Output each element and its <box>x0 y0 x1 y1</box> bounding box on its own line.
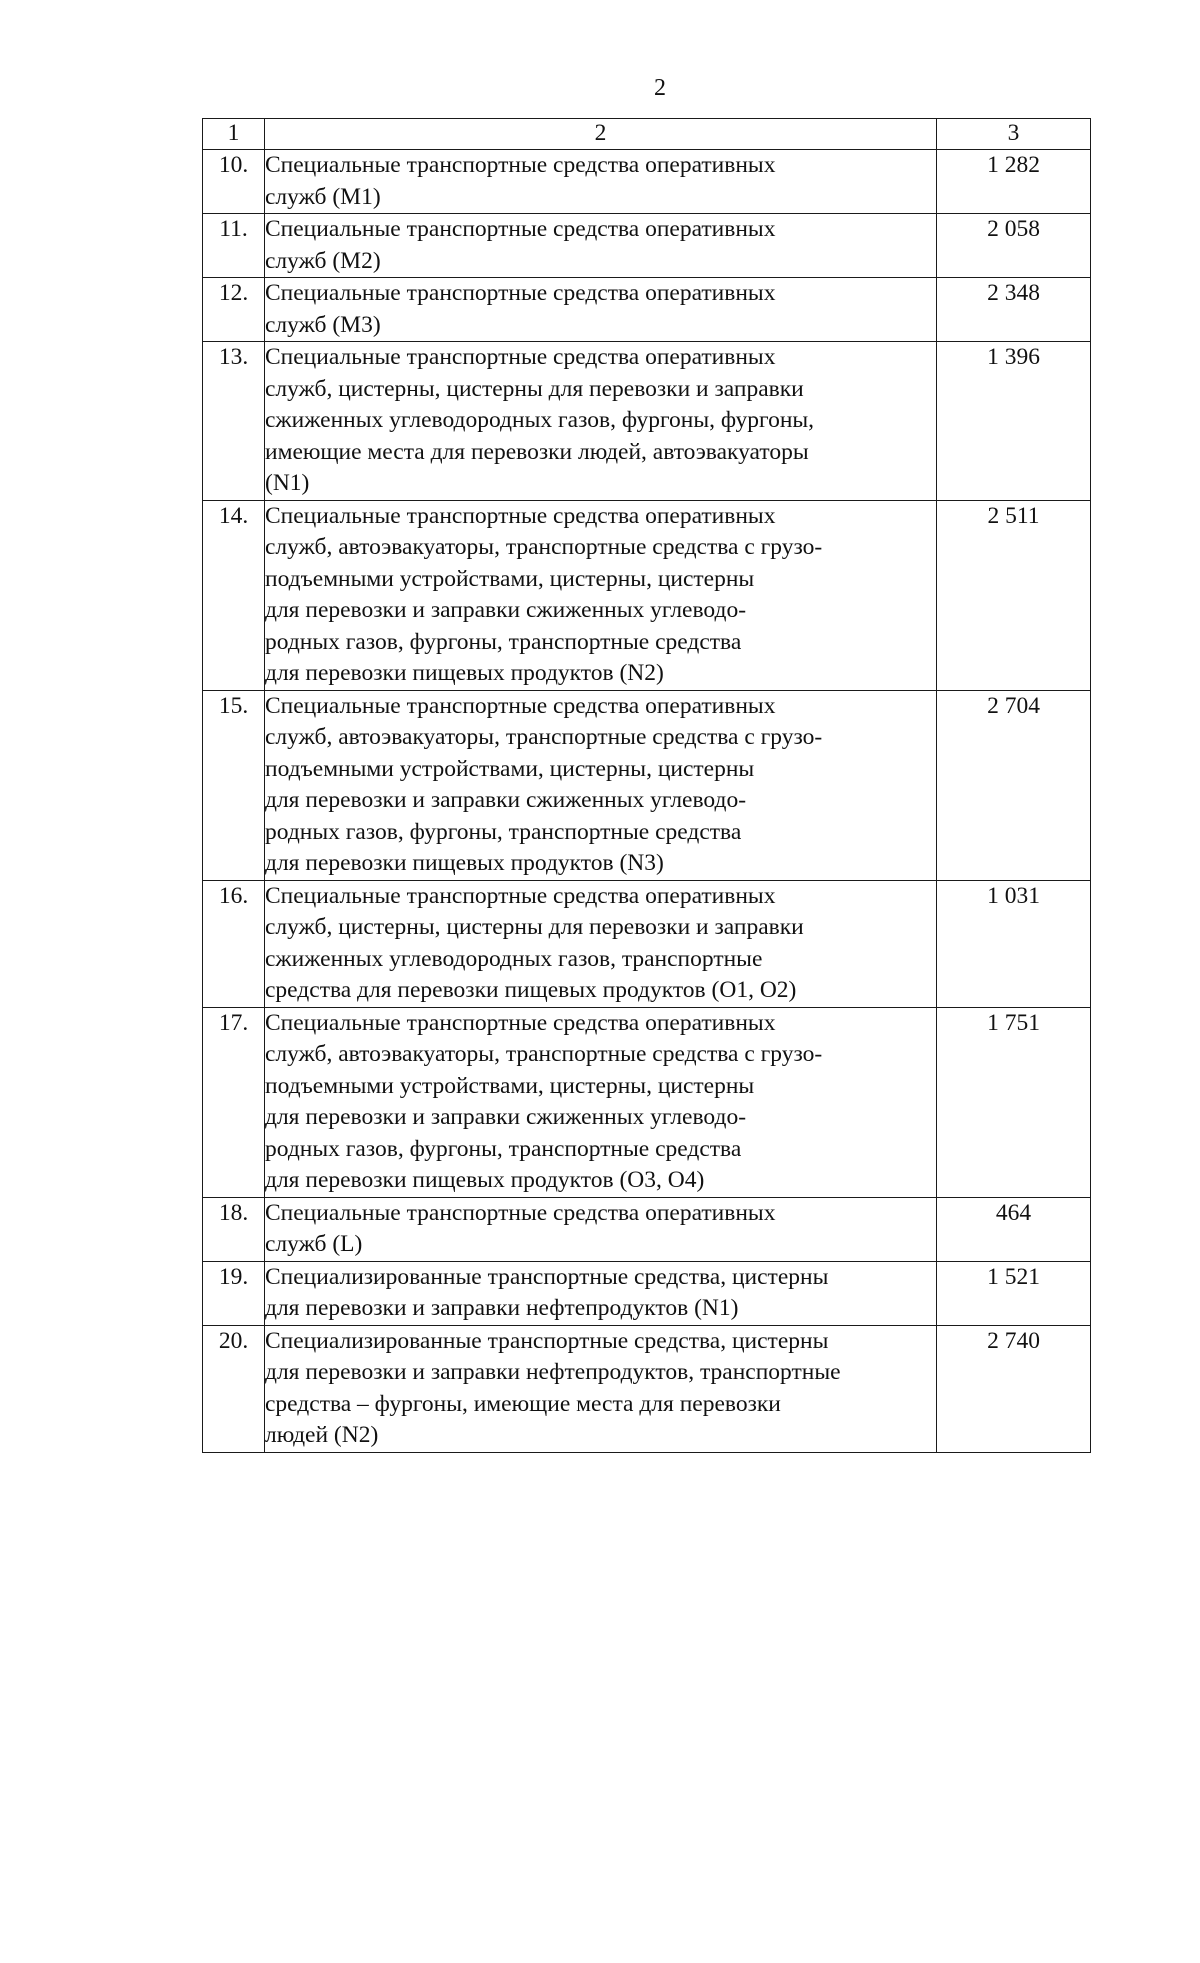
description-line: (N1) <box>265 470 310 496</box>
description-line: Специальные транспортные средства оперативных <box>265 882 776 909</box>
value-cell: 1 751 <box>937 1007 1091 1197</box>
value-cell: 1 282 <box>937 150 1091 214</box>
row-number: 11. <box>203 214 265 278</box>
description-line: для перевозки и заправки сжиженных углеводо- <box>265 597 747 623</box>
vehicle-description <box>265 690 937 880</box>
description-line: для перевозки и заправки сжиженных углеводо- <box>265 1104 747 1130</box>
description-line: подъемными устройствами, цистерны, цистерны <box>265 565 755 592</box>
vehicle-description <box>265 1197 937 1261</box>
description-line: Специальные транспортные средства оперативных <box>265 216 776 242</box>
table-row <box>203 1325 1091 1452</box>
description-line: служб (L) <box>265 1231 363 1257</box>
description-line: родных газов, фургоны, транспортные средства <box>265 1135 742 1162</box>
value-cell: 1 031 <box>937 880 1091 1007</box>
description-line: для перевозки и заправки нефтепродуктов (N1) <box>265 1295 739 1321</box>
description-line: для перевозки пищевых продуктов (O3, O4) <box>265 1167 705 1193</box>
description-line: служб (M2) <box>265 247 381 274</box>
description-line: Специальные транспортные средства оперативных <box>265 344 776 370</box>
table-row <box>203 690 1091 880</box>
table-row <box>203 278 1091 342</box>
description-line: Специальные транспортные средства оперативных <box>265 280 776 306</box>
table-row <box>203 214 1091 278</box>
vehicle-description <box>265 342 937 501</box>
table-row <box>203 1007 1091 1197</box>
description-line: Специальные транспортные средства оперативных <box>265 1009 776 1036</box>
vehicle-fee-table <box>202 118 1091 1453</box>
row-number: 13. <box>203 342 265 501</box>
description-line: служб, автоэвакуаторы, транспортные средства с грузо- <box>265 724 823 750</box>
value-cell: 1 396 <box>937 342 1091 501</box>
row-number: 19. <box>203 1261 265 1325</box>
row-number: 16. <box>203 880 265 1007</box>
table-header-row <box>203 119 1091 150</box>
description-line: подъемными устройствами, цистерны, цистерны <box>265 755 755 782</box>
table-body <box>203 150 1091 1453</box>
description-line: сжиженных углеводородных газов, фургоны, фургоны, <box>265 407 815 433</box>
page-number: 2 <box>654 75 666 101</box>
table-row <box>203 500 1091 690</box>
description-line: Специальные транспортные средства оперативных <box>265 1199 776 1226</box>
description-line: служб, цистерны, цистерны для перевозки и заправки <box>265 914 804 940</box>
description-line: Специализированные транспортные средства, цистерны <box>265 1327 829 1354</box>
value-cell: 2 740 <box>937 1325 1091 1452</box>
table-row <box>203 150 1091 214</box>
row-number: 10. <box>203 150 265 214</box>
header-column-1: 1 <box>203 119 265 150</box>
description-line: Специальные транспортные средства оперативных <box>265 692 776 719</box>
description-line: Специальные транспортные средства оперативных <box>265 152 776 178</box>
value-cell: 2 511 <box>937 500 1091 690</box>
description-line: для перевозки пищевых продуктов (N2) <box>265 660 664 686</box>
table-row <box>203 342 1091 501</box>
description-line: служб, автоэвакуаторы, транспортные средства с грузо- <box>265 1041 823 1067</box>
row-number: 14. <box>203 500 265 690</box>
header-column-2: 2 <box>265 119 937 150</box>
table-row <box>203 880 1091 1007</box>
value-cell: 1 521 <box>937 1261 1091 1325</box>
description-line: родных газов, фургоны, транспортные средства <box>265 818 742 845</box>
vehicle-description <box>265 278 937 342</box>
description-line: средства для перевозки пищевых продуктов (O1, O2) <box>265 977 797 1003</box>
vehicle-description <box>265 500 937 690</box>
vehicle-description <box>265 1007 937 1197</box>
header-column-3: 3 <box>937 119 1091 150</box>
value-cell: 2 704 <box>937 690 1091 880</box>
description-line: средства – фургоны, имеющие места для перевозки <box>265 1390 781 1417</box>
description-line: подъемными устройствами, цистерны, цистерны <box>265 1072 755 1099</box>
description-line: Специальные транспортные средства оперативных <box>265 502 776 529</box>
row-number: 18. <box>203 1197 265 1261</box>
vehicle-description <box>265 1325 937 1452</box>
description-line: людей (N2) <box>265 1422 379 1448</box>
value-cell: 2 058 <box>937 214 1091 278</box>
table-row <box>203 1197 1091 1261</box>
description-line: имеющие места для перевозки людей, автоэвакуаторы <box>265 438 809 465</box>
description-line: для перевозки пищевых продуктов (N3) <box>265 850 664 876</box>
description-line: служб (M1) <box>265 183 381 210</box>
description-line: для перевозки и заправки нефтепродуктов, транспортные <box>265 1359 841 1385</box>
row-number: 20. <box>203 1325 265 1452</box>
table-row <box>203 1261 1091 1325</box>
value-cell: 464 <box>937 1197 1091 1261</box>
description-line: родных газов, фургоны, транспортные средства <box>265 628 742 655</box>
description-line: служб, цистерны, цистерны для перевозки и заправки <box>265 375 804 402</box>
row-number: 15. <box>203 690 265 880</box>
vehicle-description <box>265 150 937 214</box>
vehicle-description <box>265 214 937 278</box>
row-number: 17. <box>203 1007 265 1197</box>
value-cell: 2 348 <box>937 278 1091 342</box>
description-line: служб, автоэвакуаторы, транспортные средства с грузо- <box>265 534 823 560</box>
description-line: для перевозки и заправки сжиженных углеводо- <box>265 787 747 813</box>
vehicle-description <box>265 1261 937 1325</box>
description-line: Специализированные транспортные средства, цистерны <box>265 1263 829 1290</box>
row-number: 12. <box>203 278 265 342</box>
vehicle-description <box>265 880 937 1007</box>
description-line: сжиженных углеводородных газов, транспортные <box>265 945 763 972</box>
description-line: служб (M3) <box>265 311 381 338</box>
